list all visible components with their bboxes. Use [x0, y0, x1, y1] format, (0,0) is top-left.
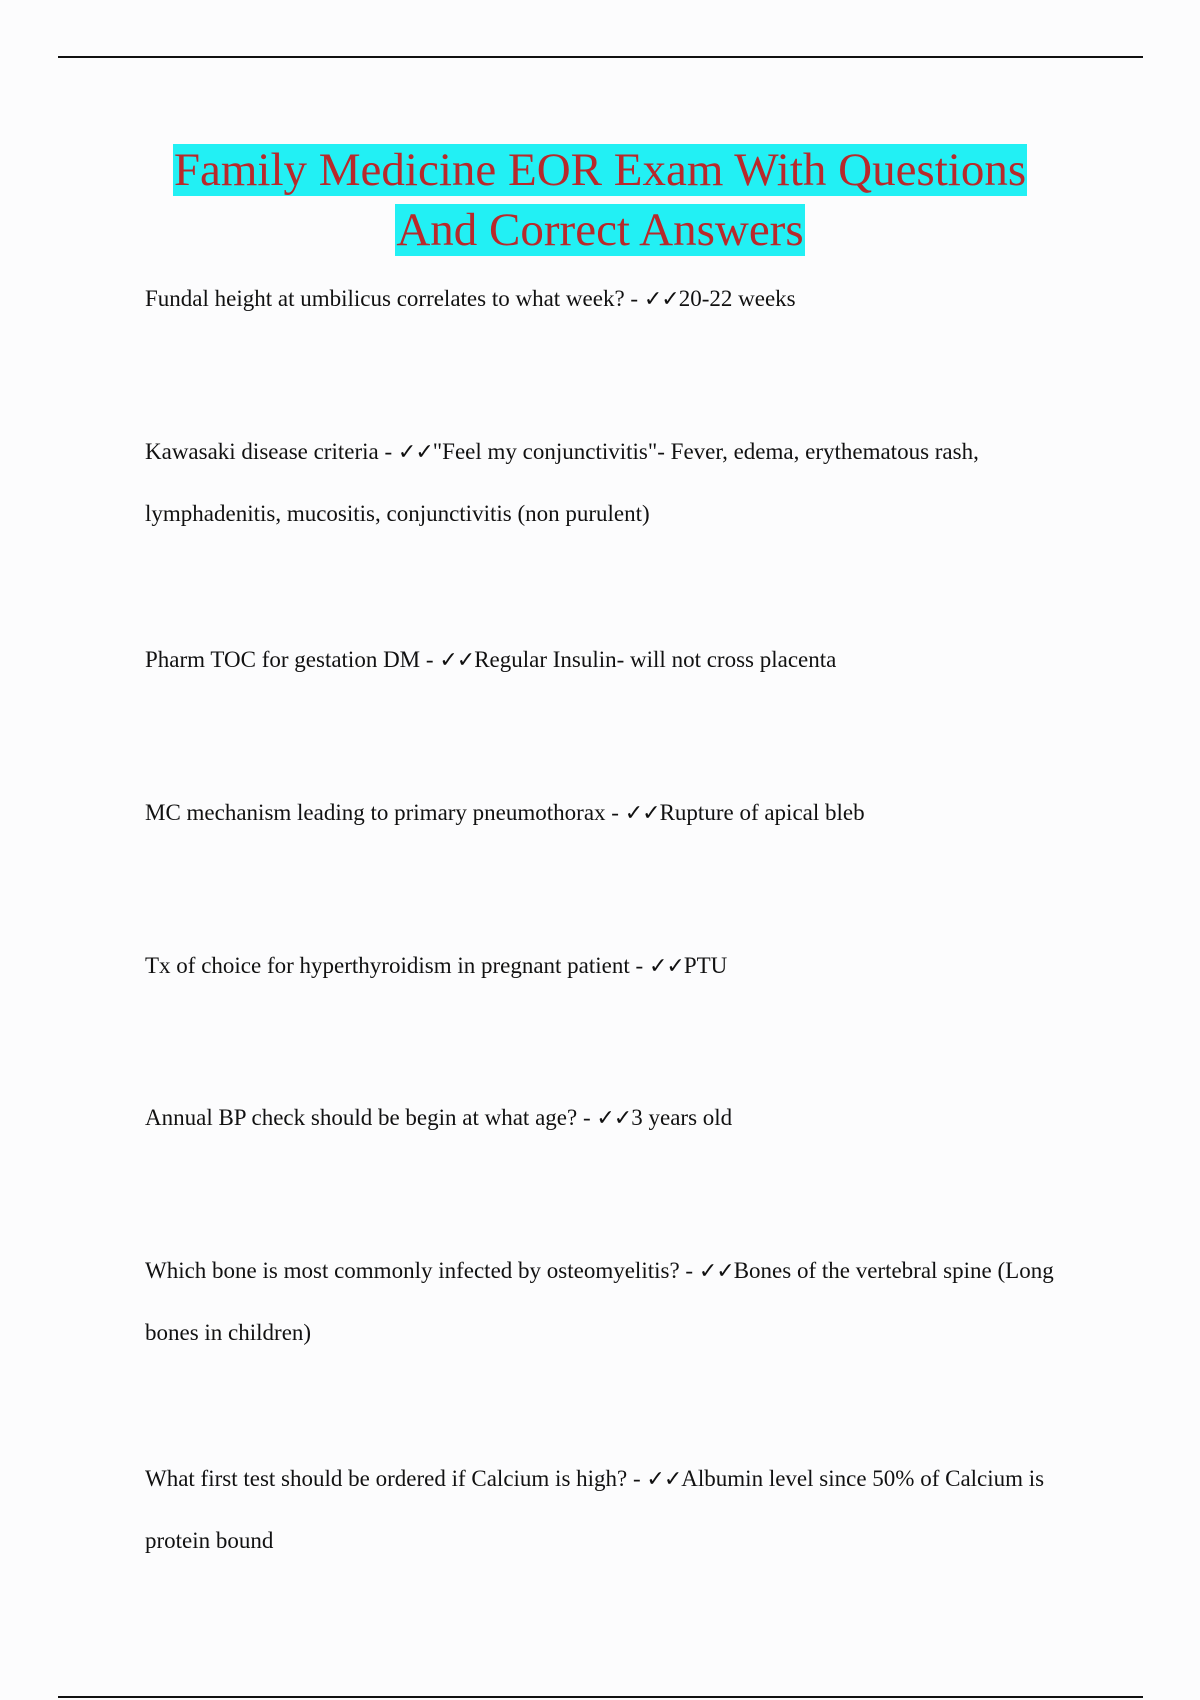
qa-item [145, 629, 1065, 691]
double-check-icon: ✓✓ [646, 1467, 682, 1492]
separator: - [577, 1105, 597, 1130]
title-line-2: And Correct Answers [396, 204, 804, 256]
bottom-rule [58, 1696, 1143, 1698]
separator: - [679, 1258, 699, 1283]
answer-text: 20-22 weeks [678, 286, 796, 311]
document-title [0, 140, 1200, 260]
double-check-icon: ✓✓ [648, 954, 684, 979]
double-check-icon: ✓✓ [643, 287, 679, 312]
question-text: Pharm TOC for gestation DM [145, 647, 421, 672]
separator: - [624, 286, 644, 311]
double-check-icon: ✓✓ [596, 1106, 632, 1131]
question-text: Tx of choice for hyperthyroidism in pregnant patient [145, 953, 630, 978]
question-text: What first test should be ordered if Calcium is high? [145, 1466, 628, 1491]
qa-item [145, 1087, 1065, 1149]
double-check-icon: ✓✓ [698, 1259, 734, 1284]
double-check-icon: ✓✓ [624, 801, 660, 826]
answer-text: Rupture of apical bleb [659, 800, 865, 825]
qa-item [145, 935, 1065, 997]
qa-item [145, 1448, 1065, 1571]
qa-item [145, 782, 1065, 844]
separator: - [420, 647, 440, 672]
question-text: Kawasaki disease criteria [145, 439, 379, 464]
question-text: Annual BP check should be begin at what age? [145, 1105, 578, 1130]
qa-item [145, 268, 1065, 330]
question-text: Which bone is most commonly infected by osteomyelitis? [145, 1258, 680, 1283]
separator: - [378, 439, 398, 464]
title-line-1: Family Medicine EOR Exam With Questions [173, 144, 1027, 196]
answer-text: Bones of the vertebral spine (Long bones in children) [145, 1258, 1054, 1345]
answer-text: PTU [683, 953, 728, 978]
answer-text: 3 years old [631, 1105, 733, 1130]
answer-text: Albumin level since 50% of Calcium is protein bound [145, 1466, 1045, 1553]
double-check-icon: ✓✓ [439, 648, 475, 673]
separator: - [605, 800, 625, 825]
qa-item [145, 421, 1065, 544]
separator: - [629, 953, 649, 978]
separator: - [627, 1466, 647, 1491]
answer-text: "Feel my conjunctivitis"- Fever, edema, erythematous rash, lymphadenitis, mucositis, conjunctivitis (non purulent) [145, 439, 979, 526]
answer-text: Regular Insulin- will not cross placenta [474, 647, 837, 672]
qa-item [145, 1240, 1065, 1363]
question-text: Fundal height at umbilicus correlates to what week? [145, 286, 625, 311]
top-rule [58, 56, 1143, 58]
question-text: MC mechanism leading to primary pneumothorax [145, 800, 606, 825]
double-check-icon: ✓✓ [397, 440, 433, 465]
